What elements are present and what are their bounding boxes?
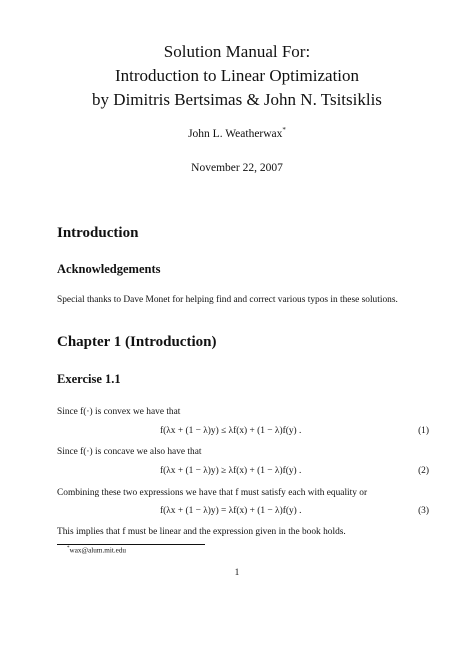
subsection-heading-acknowledgements: Acknowledgements <box>57 262 161 276</box>
document-date: November 22, 2007 <box>191 162 283 174</box>
footnote-rule <box>57 544 205 545</box>
page-number: 1 <box>234 568 240 578</box>
footnote <box>67 546 126 554</box>
exercise-heading: Exercise 1.1 <box>57 372 121 386</box>
equation-number-2: (2) <box>418 466 429 476</box>
section-heading-introduction: Introduction <box>57 225 139 241</box>
equation-number-3: (3) <box>418 506 429 516</box>
footnote-mark: * <box>67 546 70 551</box>
paragraph-conclusion: This implies that f must be linear and the expression given in the book holds. <box>57 527 346 537</box>
paragraph-concave: Since f(·) is concave we also have that <box>57 447 202 457</box>
footnote-email: wax@alum.mit.edu <box>69 546 127 555</box>
author-footnote-mark: * <box>282 126 286 134</box>
equation-3: f(λx + (1 − λ)y) = λf(x) + (1 − λ)f(y) . <box>160 506 302 516</box>
title-line-1: Solution Manual For: <box>163 42 311 61</box>
author-name: John L. Weatherwax <box>188 127 283 140</box>
title-line-3: by Dimitris Bertsimas & John N. Tsitsiklis <box>92 90 382 109</box>
equation-number-1: (1) <box>418 426 429 436</box>
title-line-2: Introduction to Linear Optimization <box>114 66 360 85</box>
paragraph-combining: Combining these two expressions we have that f must satisfy each with equality or <box>57 488 368 498</box>
paragraph-convex: Since f(·) is convex we have that <box>57 407 181 417</box>
document-title <box>0 40 474 112</box>
chapter-heading: Chapter 1 (Introduction) <box>57 334 217 350</box>
acknowledgements-text: Special thanks to Dave Monet for helping find and correct various typos in these solutions. <box>57 295 398 305</box>
equation-1: f(λx + (1 − λ)y) ≤ λf(x) + (1 − λ)f(y) . <box>160 426 302 436</box>
author-line <box>0 126 474 140</box>
equation-2: f(λx + (1 − λ)y) ≥ λf(x) + (1 − λ)f(y) . <box>160 466 302 476</box>
